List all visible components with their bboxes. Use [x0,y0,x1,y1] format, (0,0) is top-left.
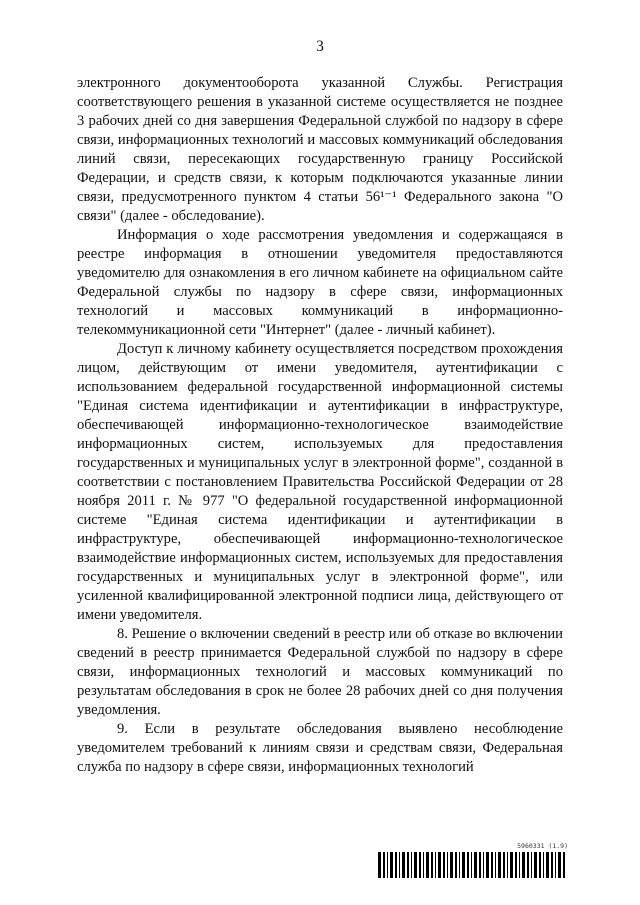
barcode-bar [546,852,549,878]
paragraph-item-9: 9. Если в результате обследования выявлено несоблюдение уведомителем требований к линиям связи и средствам связи, Федеральная служба по надзору в сфере связи, информационных технологий [77,721,563,775]
barcode-bar [438,852,441,878]
barcode-bar [522,852,525,878]
barcode-bar [383,852,385,878]
barcode-bar [498,852,501,878]
barcode-bar [443,852,445,878]
barcode-bar [435,852,436,878]
barcode-bar [455,852,457,878]
barcode-bar [390,852,393,878]
barcode-bar [407,852,409,878]
barcode-bar [387,852,388,878]
barcode-bar [510,852,513,878]
body-text [77,74,563,777]
barcode-bar [423,852,424,878]
barcode-bar [395,852,397,878]
barcode-bar [519,852,520,878]
barcode-bar [563,852,565,878]
barcode-bar [462,852,465,878]
barcode-bar [527,852,529,878]
barcode-bar [515,852,517,878]
barcode-bar [543,852,544,878]
barcode-bar [447,852,448,878]
barcode-bar [483,852,484,878]
barcode-image [378,852,568,878]
paragraph-2: Информация о ходе рассмотрения уведомления и содержащаяся в реестре информация в отношении уведомителя предоставляются уведомителю для ознакомления в его личном кабинете на официальном сайте Федеральной службы по надзору в сфере связи, информационных технологий и массовых коммуникаций в информационно-телекоммуникационной сети "Интернет" (далее - личный кабинет). [77,227,563,338]
barcode-bar [467,852,469,878]
barcode-bar [399,852,400,878]
document-code: 5960331 (1.9) [517,842,568,850]
barcode-bar [411,852,412,878]
barcode-bar [426,852,429,878]
barcode-bar [402,852,405,878]
barcode-bar [534,852,537,878]
barcode-bar [474,852,477,878]
barcode-bar [495,852,496,878]
barcode-bar [507,852,508,878]
barcode-bar [459,852,460,878]
paragraph-3: Доступ к личному кабинету осуществляется посредством прохождения лицом, действующим от имени уведомителя, аутентификации с использованием федеральной государственной информационной системы "Единая система идентификации и аутентификации в инфраструктуре, обеспечивающей информационно-технологическое взаимодействие информационных систем, используемых для предоставления государственных и муниципальных услуг в электронной форме", созданной в соответствии с постановлением Правительства Российской Федерации от 28 ноября 2011 г. № 977 "О федеральной государственной информационной системе "Единая система идентификации и аутентификации в инфраструктуре, обеспечивающей информационно-технологическое взаимодействие информационных систем, используемых для предоставления государственных и муниципальных услуг в электронной форме", или усиленной квалифицированной электронной подписи лица, действующего от имени уведомителя. [77,341,563,623]
barcode-bar [378,852,381,878]
barcode-area [378,842,568,878]
barcode-bar [431,852,433,878]
barcode-bar [558,852,561,878]
barcode-bar [491,852,493,878]
barcode-bar [486,852,489,878]
page-number: 3 [316,38,324,55]
barcode-bar [450,852,453,878]
barcode-bar [471,852,472,878]
paragraph-1: электронного документооборота указанной Службы. Регистрация соответствующего решения в указанной системе осуществляется не позднее 3 рабочих дней со дня завершения Федеральной службой по надзору в сфере связи, информационных технологий и массовых коммуникаций обследования линий связи, пересекающих государственную границу Российской Федерации, и средств связи, к которым подключаются указанные линии связи, предусмотренного пунктом 4 статьи 56¹⁻¹ Федерального закона "О связи" (далее - обследование). [77,75,563,224]
barcode-bar [551,852,553,878]
barcode-bar [555,852,556,878]
barcode-bar [539,852,541,878]
barcode-bar [419,852,421,878]
barcode-bar [503,852,505,878]
paragraph-item-8: 8. Решение о включении сведений в реестр или об отказе во включении сведений в реестр принимается Федеральной службой по надзору в сфере связи, информационных технологий и массовых коммуникаций по результатам обследования в срок не более 28 рабочих дней со дня получения уведомления. [77,626,563,718]
barcode-bar [479,852,481,878]
barcode-bar [531,852,532,878]
barcode-bar [414,852,417,878]
